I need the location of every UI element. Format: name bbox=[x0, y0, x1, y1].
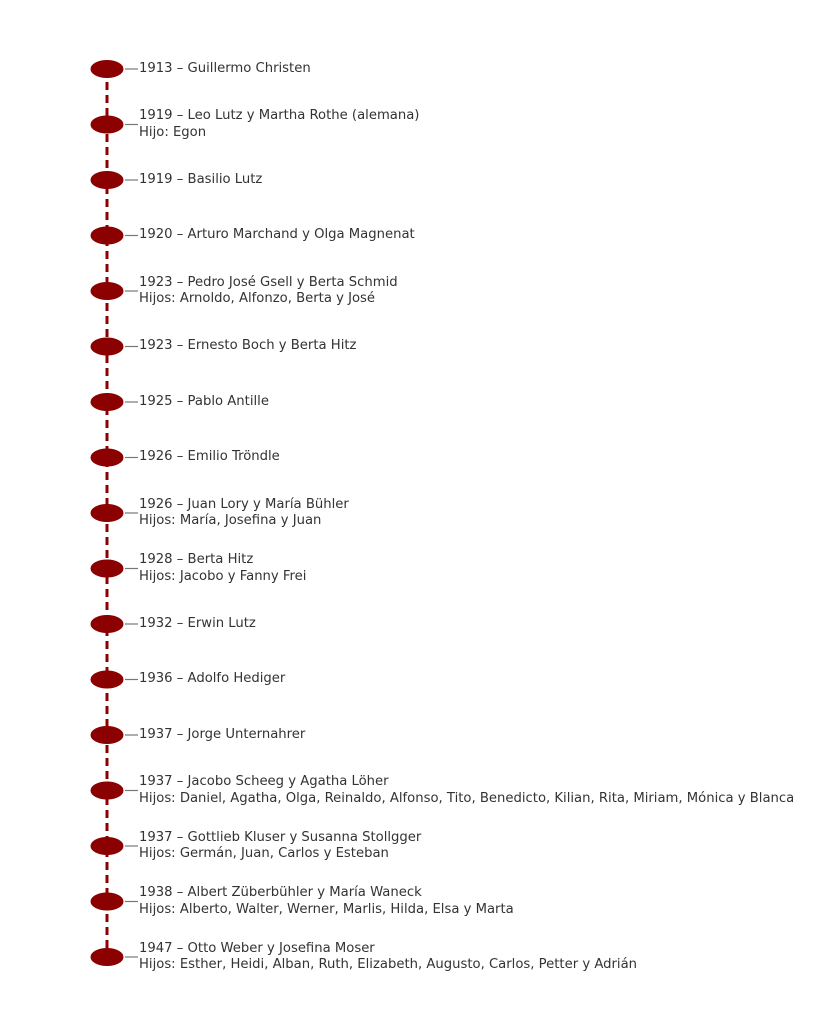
event-marker bbox=[91, 837, 124, 855]
event-marker bbox=[91, 504, 124, 522]
event-title: 1937 – Jorge Unternahrer bbox=[139, 726, 306, 742]
event-children: Hijos: Daniel, Agatha, Olga, Reinaldo, Alfonso, Tito, Benedicto, Kilian, Rita, Miriam, Mónica y Blanca bbox=[139, 790, 795, 806]
event-children: Hijos: Germán, Juan, Carlos y Esteban bbox=[139, 846, 389, 862]
event-marker bbox=[91, 393, 124, 411]
event-title: 1937 – Gottlieb Kluser y Susanna Stollgger bbox=[139, 829, 422, 845]
event-marker bbox=[91, 560, 124, 578]
event-marker bbox=[91, 948, 124, 966]
event-children: Hijos: Jacobo y Fanny Frei bbox=[139, 568, 307, 584]
event-entry bbox=[139, 172, 262, 189]
event-entry bbox=[139, 941, 637, 974]
event-children: Hijos: Arnoldo, Alfonzo, Berta y José bbox=[139, 291, 376, 307]
event-children: Hijos: María, Josefina y Juan bbox=[139, 513, 322, 529]
event-title: 1928 – Berta Hitz bbox=[139, 552, 254, 568]
event-entry bbox=[139, 338, 356, 355]
event-marker bbox=[91, 227, 124, 245]
event-marker bbox=[91, 449, 124, 467]
event-children: Hijos: Esther, Heidi, Alban, Ruth, Elizabeth, Augusto, Carlos, Petter y Adrián bbox=[139, 957, 638, 973]
event-entry bbox=[139, 885, 514, 918]
event-title: 1947 – Otto Weber y Josefina Moser bbox=[139, 940, 375, 956]
event-title: 1919 – Basilio Lutz bbox=[139, 171, 263, 187]
event-entry bbox=[139, 497, 349, 530]
event-title: 1923 – Ernesto Boch y Berta Hitz bbox=[139, 338, 357, 354]
event-entry bbox=[139, 671, 285, 688]
event-entry bbox=[139, 727, 305, 744]
event-entry bbox=[139, 616, 256, 633]
event-title: 1923 – Pedro José Gsell y Berta Schmid bbox=[139, 274, 398, 290]
event-marker bbox=[91, 171, 124, 189]
event-marker bbox=[91, 726, 124, 744]
event-title: 1920 – Arturo Marchand y Olga Magnenat bbox=[139, 227, 415, 243]
event-marker bbox=[91, 893, 124, 911]
timeline-markers bbox=[91, 60, 139, 966]
event-entry bbox=[139, 774, 794, 807]
event-marker bbox=[91, 782, 124, 800]
event-marker bbox=[91, 282, 124, 300]
event-title: 1926 – Juan Lory y María Bühler bbox=[139, 496, 349, 512]
event-entry bbox=[139, 108, 419, 141]
event-title: 1936 – Adolfo Hediger bbox=[139, 671, 286, 687]
event-marker bbox=[91, 116, 124, 134]
event-title: 1919 – Leo Lutz y Martha Rothe (alemana) bbox=[139, 108, 420, 124]
event-title: 1938 – Albert Züberbühler y María Waneck bbox=[139, 885, 422, 901]
event-title: 1913 – Guillermo Christen bbox=[139, 60, 311, 76]
event-title: 1926 – Emilio Tröndle bbox=[139, 449, 280, 465]
event-title: 1932 – Erwin Lutz bbox=[139, 615, 256, 631]
event-marker bbox=[91, 615, 124, 633]
event-entry bbox=[139, 830, 421, 863]
event-entry bbox=[139, 552, 306, 585]
event-entry bbox=[139, 275, 398, 308]
event-marker bbox=[91, 60, 124, 78]
event-title: 1937 – Jacobo Scheeg y Agatha Löher bbox=[139, 774, 389, 790]
event-children: Hijos: Alberto, Walter, Werner, Marlis, Hilda, Elsa y Marta bbox=[139, 901, 514, 917]
event-marker bbox=[91, 671, 124, 689]
event-entry bbox=[139, 449, 280, 466]
event-entry bbox=[139, 61, 311, 78]
event-children: Hijo: Egon bbox=[139, 124, 207, 140]
event-entry bbox=[139, 227, 415, 244]
event-marker bbox=[91, 338, 124, 356]
event-title: 1925 – Pablo Antille bbox=[139, 393, 269, 409]
event-entry bbox=[139, 394, 269, 411]
